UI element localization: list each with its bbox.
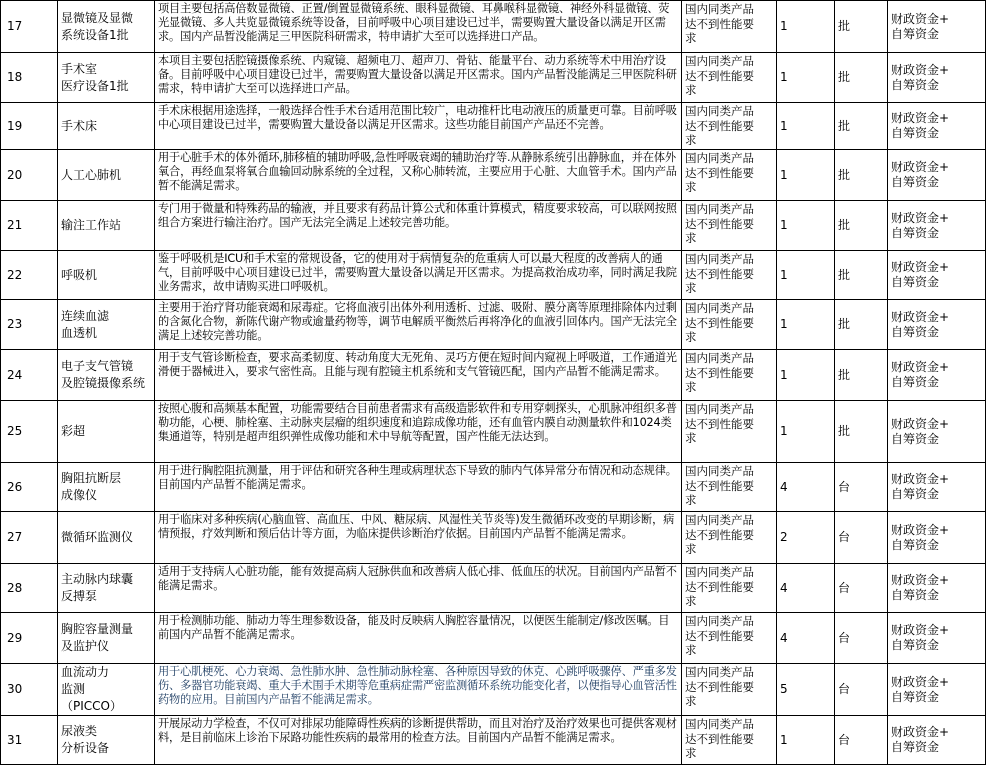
equipment-name: 胸阻抗断层 成像仪 <box>58 463 155 512</box>
equipment-description: 专门用于微量和特殊药品的输液，并且要求有药品计算公式和体重计算模式，精度要求较高，可以联网按照组合方案进行输注治疗。国产无法完全满足上述较完善功能。 <box>155 201 682 251</box>
funding-source: 财政资金+ 自筹资金 <box>888 251 986 300</box>
table-row <box>1 716 986 765</box>
equipment-name: 人工心肺机 <box>58 150 155 201</box>
equipment-description: 本项目主要包括腔镜摄像系统、内窥镜、超频电刀、超声刀、骨钻、能量平台、动力系统等术中用治疗设备。目前呼吸中心项目建设已过半，需要购置大量设备以满足开区需求。国内产品暂没能满足三甲医院科研需求，特申请扩大至可以选择进口产品。 <box>155 53 682 103</box>
equipment-name: 主动脉内球囊 反搏泵 <box>58 564 155 613</box>
quantity: 1 <box>777 716 835 765</box>
unit: 台 <box>835 716 888 765</box>
quantity: 1 <box>777 251 835 300</box>
table-row <box>1 512 986 564</box>
table-row <box>1 664 986 716</box>
equipment-description: 项目主要包括高倍数显微镜、正置/倒置显微镜系统、眼科显微镜、耳鼻喉科显微镜、神经外科显微镜、荧光显微镜、多人共览显微镜系统等设备，目前呼吸中心项目建设已过半，需要购置大量设备以满足开区需求。国内产品暂没能满足三甲医院科研需求，特申请扩大至可以选择进口产品。 <box>155 1 682 53</box>
import-reason: 国内同类产品 达不到性能要 求 <box>682 401 777 463</box>
quantity: 1 <box>777 350 835 401</box>
row-number: 22 <box>1 251 58 300</box>
row-number: 28 <box>1 564 58 613</box>
equipment-description: 用于支气管诊断检查，要求高柔韧度、转动角度大无死角、灵巧方便在短时间内窥视上呼吸道，工作通道光滑便于器械进入，要求气密性高。且能与现有腔镜主机系统和支气管镜匹配，国内产品暂不能满足需求。 <box>155 350 682 401</box>
equipment-name: 尿液类 分析设备 <box>58 716 155 765</box>
quantity: 1 <box>777 103 835 150</box>
row-number: 19 <box>1 103 58 150</box>
unit: 批 <box>835 150 888 201</box>
equipment-description: 用于检测肺功能、肺动力等生理参数设备，能及时反映病人胸腔容量情况，以便医生能制定/修改医嘱。目前国内产品暂不能满足需求。 <box>155 613 682 664</box>
table-row <box>1 613 986 664</box>
row-number: 31 <box>1 716 58 765</box>
import-reason: 国内同类产品 达不到性能要 求 <box>682 201 777 251</box>
funding-source: 财政资金+ 自筹资金 <box>888 564 986 613</box>
table-row <box>1 150 986 201</box>
table-row <box>1 350 986 401</box>
equipment-name: 微循环监测仪 <box>58 512 155 564</box>
table-row <box>1 53 986 103</box>
table-row <box>1 463 986 512</box>
row-number: 27 <box>1 512 58 564</box>
table-row <box>1 564 986 613</box>
unit: 批 <box>835 350 888 401</box>
import-reason: 国内同类产品 达不到性能要 求 <box>682 564 777 613</box>
quantity: 4 <box>777 564 835 613</box>
quantity: 1 <box>777 300 835 350</box>
quantity: 2 <box>777 512 835 564</box>
funding-source: 财政资金+ 自筹资金 <box>888 716 986 765</box>
row-number: 21 <box>1 201 58 251</box>
funding-source: 财政资金+ 自筹资金 <box>888 613 986 664</box>
table-body <box>1 1 986 765</box>
row-number: 20 <box>1 150 58 201</box>
equipment-description: 按照心腹和高频基本配置，功能需要结合目前患者需求有高级造影软件和专用穿刺探头，心肌脉冲组织多普勒功能，心梗、肺栓塞、主动脉夹层瘤的组织速度和追踪成像功能，还有血管内膜自动测量软件和1024类集通道等，特别是超声组织弹性成像功能和术中导航等配置，国产性能无法达到。 <box>155 401 682 463</box>
equipment-description: 鉴于呼吸机是ICU和手术室的常规设备，它的使用对于病情复杂的危重病人可以最大程度的改善病人的通气，目前呼吸中心项目建设已过半，需要购置大量设备以满足开区需求。为提高救治成功率，同时满足我院业务需求，故申请购买进口呼吸机。 <box>155 251 682 300</box>
table-row <box>1 401 986 463</box>
equipment-name: 输注工作站 <box>58 201 155 251</box>
unit: 批 <box>835 251 888 300</box>
table-row <box>1 103 986 150</box>
quantity: 1 <box>777 1 835 53</box>
equipment-name: 手术床 <box>58 103 155 150</box>
equipment-description: 手术床根据用途选择，一般选择合性手术台适用范围比较广，电动推杆比电动液压的质量更可靠。目前呼吸中心项目建设已过半，需要购置大量设备以满足开区需求。这些功能目前国产产品还不完善。 <box>155 103 682 150</box>
unit: 批 <box>835 401 888 463</box>
table-row <box>1 300 986 350</box>
import-reason: 国内同类产品 达不到性能要 求 <box>682 664 777 716</box>
import-reason: 国内同类产品 达不到性能要 求 <box>682 251 777 300</box>
unit: 台 <box>835 512 888 564</box>
equipment-name: 胸腔容量测量 及监护仪 <box>58 613 155 664</box>
funding-source: 财政资金+ 自筹资金 <box>888 150 986 201</box>
equipment-name: 显微镜及显微 系统设备1批 <box>58 1 155 53</box>
funding-source: 财政资金+ 自筹资金 <box>888 401 986 463</box>
row-number: 24 <box>1 350 58 401</box>
quantity: 4 <box>777 613 835 664</box>
import-reason: 国内同类产品 达不到性能要 求 <box>682 150 777 201</box>
import-reason: 国内同类产品 达不到性能要 求 <box>682 613 777 664</box>
import-reason: 国内同类产品 达不到性能要 求 <box>682 512 777 564</box>
unit: 批 <box>835 53 888 103</box>
equipment-name: 连续血滤 血透机 <box>58 300 155 350</box>
import-reason: 国内同类产品 达不到性能要 求 <box>682 463 777 512</box>
unit: 台 <box>835 463 888 512</box>
quantity: 1 <box>777 53 835 103</box>
unit: 批 <box>835 201 888 251</box>
table-row <box>1 251 986 300</box>
equipment-name: 手术室 医疗设备1批 <box>58 53 155 103</box>
funding-source: 财政资金+ 自筹资金 <box>888 664 986 716</box>
quantity: 1 <box>777 201 835 251</box>
equipment-name: 血流动力 监测 （PICCO） <box>58 664 155 716</box>
funding-source: 财政资金+ 自筹资金 <box>888 53 986 103</box>
unit: 批 <box>835 103 888 150</box>
equipment-name: 彩超 <box>58 401 155 463</box>
row-number: 17 <box>1 1 58 53</box>
unit: 台 <box>835 613 888 664</box>
equipment-description: 主要用于治疗肾功能衰竭和尿毒症。它将血液引出体外利用透析、过滤、吸附、膜分离等原理排除体内过剩的含氮化合物，新陈代谢产物或逾量药物等，调节电解质平衡然后再将净化的血液引回体内。国产无法完全满足上述较完善功能。 <box>155 300 682 350</box>
unit: 台 <box>835 664 888 716</box>
row-number: 29 <box>1 613 58 664</box>
row-number: 23 <box>1 300 58 350</box>
import-reason: 国内同类产品 达不到性能要 求 <box>682 350 777 401</box>
equipment-name: 呼吸机 <box>58 251 155 300</box>
equipment-description: 用于进行胸腔阻抗测量，用于评估和研究各种生理或病理状态下导致的肺内气体异常分布情况和动态规律。目前国内产品暂不能满足需求。 <box>155 463 682 512</box>
quantity: 1 <box>777 150 835 201</box>
import-reason: 国内同类产品 达不到性能要 求 <box>682 1 777 53</box>
row-number: 30 <box>1 664 58 716</box>
funding-source: 财政资金+ 自筹资金 <box>888 350 986 401</box>
import-reason: 国内同类产品 达不到性能要 求 <box>682 300 777 350</box>
table-row <box>1 1 986 53</box>
funding-source: 财政资金+ 自筹资金 <box>888 103 986 150</box>
row-number: 26 <box>1 463 58 512</box>
funding-source: 财政资金+ 自筹资金 <box>888 512 986 564</box>
quantity: 5 <box>777 664 835 716</box>
quantity: 4 <box>777 463 835 512</box>
equipment-description: 适用于支持病人心脏功能，能有效提高病人冠脉供血和改善病人低心排、低血压的状况。目前国内产品暂不能满足需求。 <box>155 564 682 613</box>
equipment-description: 用于心肌梗死、心力衰竭、急性肺水肿、急性肺动脉栓塞、各种原因导致的休克、心跳呼吸骤停、严重多发伤、多器官功能衰竭、重大手术围手术期等危重病症需严密监测循环系统功能变化者，以便指导心血管活性药物的应用。目前国内产品暂不能满足需求。 <box>155 664 682 716</box>
import-reason: 国内同类产品 达不到性能要 求 <box>682 103 777 150</box>
equipment-description: 开展尿动力学检查，不仅可对排尿功能障碍性疾病的诊断提供帮助，而且对治疗及治疗效果也可提供客观材料，是目前临床上诊治下尿路功能性疾病的最常用的检查方法。目前国内产品暂不能满足需求。 <box>155 716 682 765</box>
import-reason: 国内同类产品 达不到性能要 求 <box>682 53 777 103</box>
row-number: 18 <box>1 53 58 103</box>
equipment-description: 用于临床对多种疾病(心脑血管、高血压、中风、糖尿病、风湿性关节炎等)发生微循环改变的早期诊断，病情预报，疗效判断和预后估计等方面，为临床提供诊断治疗依据。目前国内产品暂不能满足需求。 <box>155 512 682 564</box>
quantity: 1 <box>777 401 835 463</box>
equipment-description: 用于心脏手术的体外循环,肺移植的辅助呼吸,急性呼吸衰竭的辅助治疗等.从静脉系统引出静脉血，并在体外氧合，再经血泵将氧合血输回动脉系统的全过程，又称心肺转流，主要应用于心脏、大血管手术。国内产品暂不能满足需求。 <box>155 150 682 201</box>
equipment-name: 电子支气管镜 及腔镜摄像系统 <box>58 350 155 401</box>
unit: 批 <box>835 300 888 350</box>
unit: 批 <box>835 1 888 53</box>
table-row <box>1 201 986 251</box>
funding-source: 财政资金+ 自筹资金 <box>888 1 986 53</box>
unit: 台 <box>835 564 888 613</box>
funding-source: 财政资金+ 自筹资金 <box>888 463 986 512</box>
import-reason: 国内同类产品 达不到性能要 求 <box>682 716 777 765</box>
row-number: 25 <box>1 401 58 463</box>
funding-source: 财政资金+ 自筹资金 <box>888 300 986 350</box>
funding-source: 财政资金+ 自筹资金 <box>888 201 986 251</box>
